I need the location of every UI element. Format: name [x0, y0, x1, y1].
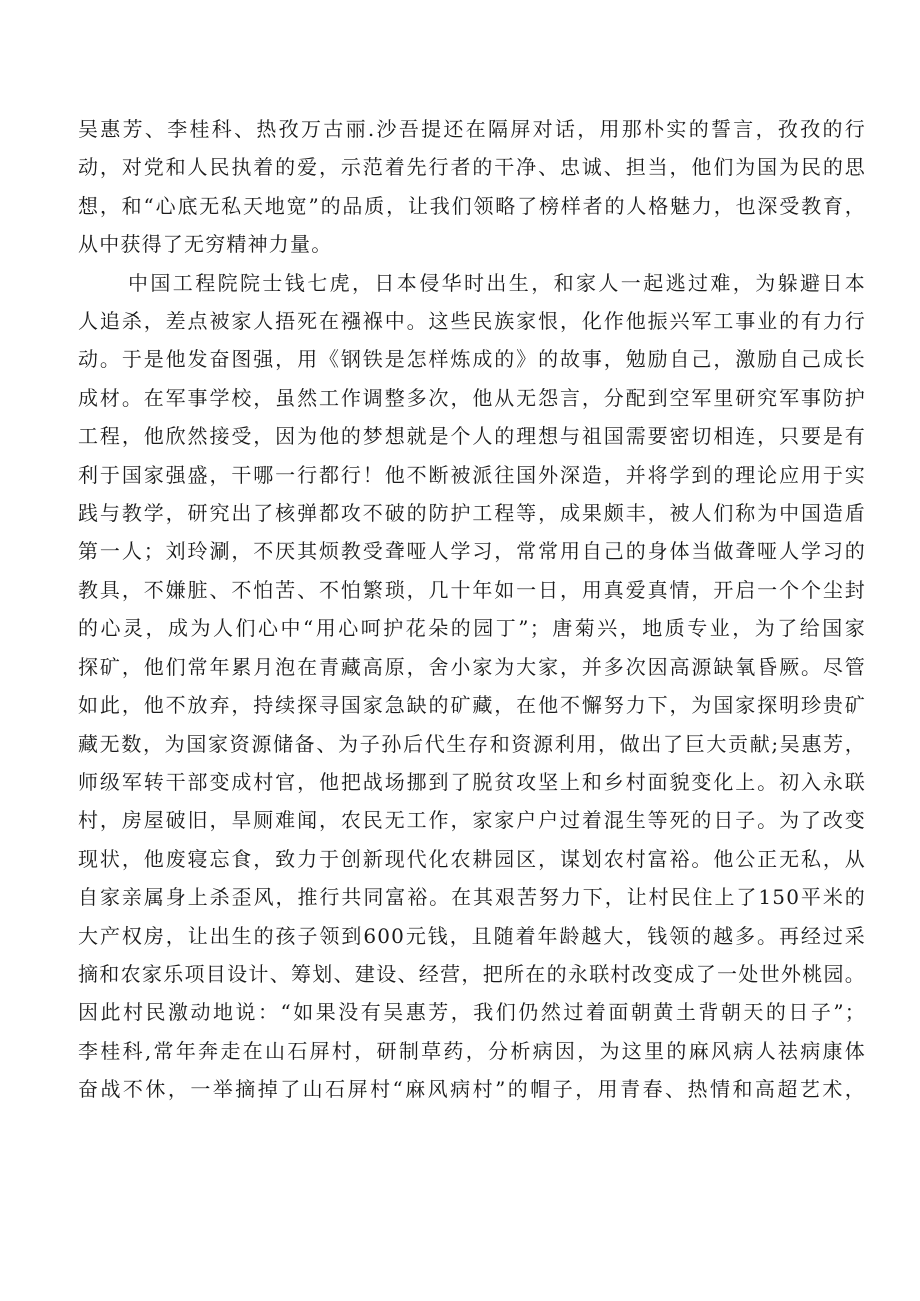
text-line: 奋战不休，一举摘掉了山石屏村“麻风病村”的帽子，用青春、热情和高超艺术， — [78, 1077, 866, 1102]
text-line: 吴惠芳、李桂科、热孜万古丽.沙吾提还在隔屏对话，用那朴实的誓言，孜孜的行 — [78, 117, 866, 141]
paragraph-2 — [78, 264, 866, 1109]
text-line: 第一人；刘玲涮，不厌其烦教受聋哑人学习，常常用自己的身体当做聋哑人学习的 — [78, 539, 866, 564]
text-line: 自家亲属身上杀歪风，推行共同富裕。在其艰苦努力下，让村民住上了150平米的 — [78, 885, 866, 910]
text-line: 动。于是他发奋图强，用《钢铁是怎样炼成的》的故事，勉励自己，激励自己成长 — [78, 347, 866, 372]
text-line: 师级军转干部变成村官，他把战场挪到了脱贫攻坚上和乡村面貌变化上。初入永联 — [78, 769, 866, 794]
text-line: 大产权房，让出生的孩子领到600元钱，且随着年龄越大，钱领的越多。再经过采 — [78, 923, 866, 948]
text-line: 因此村民激动地说：“如果没有吴惠芳，我们仍然过着面朝黄土背朝天的日子”； — [78, 1000, 866, 1025]
text-line: 摘和农家乐项目设计、筹划、建设、经营，把所在的永联村改变成了一处世外桃园。 — [78, 961, 866, 986]
text-line: 成材。在军事学校，虽然工作调整多次，他从无怨言，分配到空军里研究军事防护 — [78, 385, 866, 410]
text-line: 动，对党和人民执着的爱，示范着先行者的干净、忠诚、担当，他们为国为民的思 — [78, 155, 866, 180]
text-line: 现状，他废寝忘食，致力于创新现代化农耕园区，谋划农村富裕。他公正无私，从 — [78, 846, 866, 871]
text-line: 从中获得了无穷精神力量。 — [78, 232, 333, 257]
text-line: 李桂科,常年奔走在山石屏村，研制草药，分析病因，为这里的麻风病人祛病康体 — [78, 1038, 866, 1063]
text-line: 如此，他不放弃，持续探寻国家急缺的矿藏，在他不懈努力下，为国家探明珍贵矿 — [78, 693, 866, 718]
text-line: 藏无数，为国家资源储备、为子孙后代生存和资源利用，做出了巨大贡献;吴惠芳， — [78, 731, 866, 756]
document-body — [78, 110, 866, 1109]
text-line: 人追杀，差点被家人捂死在襁褓中。这些民族家恨，化作他振兴军工事业的有力行 — [78, 309, 866, 334]
text-line: 利于国家强盛，干哪一行都行！他不断被派往国外深造，并将学到的理论应用于实 — [78, 462, 866, 487]
text-line: 中国工程院院士钱七虎，日本侵华时出生，和家人一起逃过难，为躲避日本 — [128, 270, 866, 295]
text-line: 践与教学，研究出了核弹都攻不破的防护工程等，成果颇丰，被人们称为中国造盾 — [78, 501, 866, 526]
text-line: 的心灵，成为人们心中“用心呵护花朵的园丁”；唐菊兴，地质专业，为了给国家 — [78, 616, 866, 641]
text-line: 想，和“心底无私天地宽”的品质，让我们领略了榜样者的人格魅力，也深受教育， — [78, 193, 866, 218]
paragraph-1 — [78, 110, 866, 264]
text-line: 教具，不嫌脏、不怕苦、不怕繁琐，几十年如一日，用真爱真情，开启一个个尘封 — [78, 577, 866, 602]
text-line: 工程，他欣然接受，因为他的梦想就是个人的理想与祖国需要密切相连，只要是有 — [78, 424, 866, 449]
text-line: 村，房屋破旧，旱厕难闻，农民无工作，家家户户过着混生等死的日子。为了改变 — [78, 808, 866, 833]
text-line: 探矿，他们常年累月泡在青藏高原，舍小家为大家，并多次因高源缺氧昏厥。尽管 — [78, 654, 866, 679]
